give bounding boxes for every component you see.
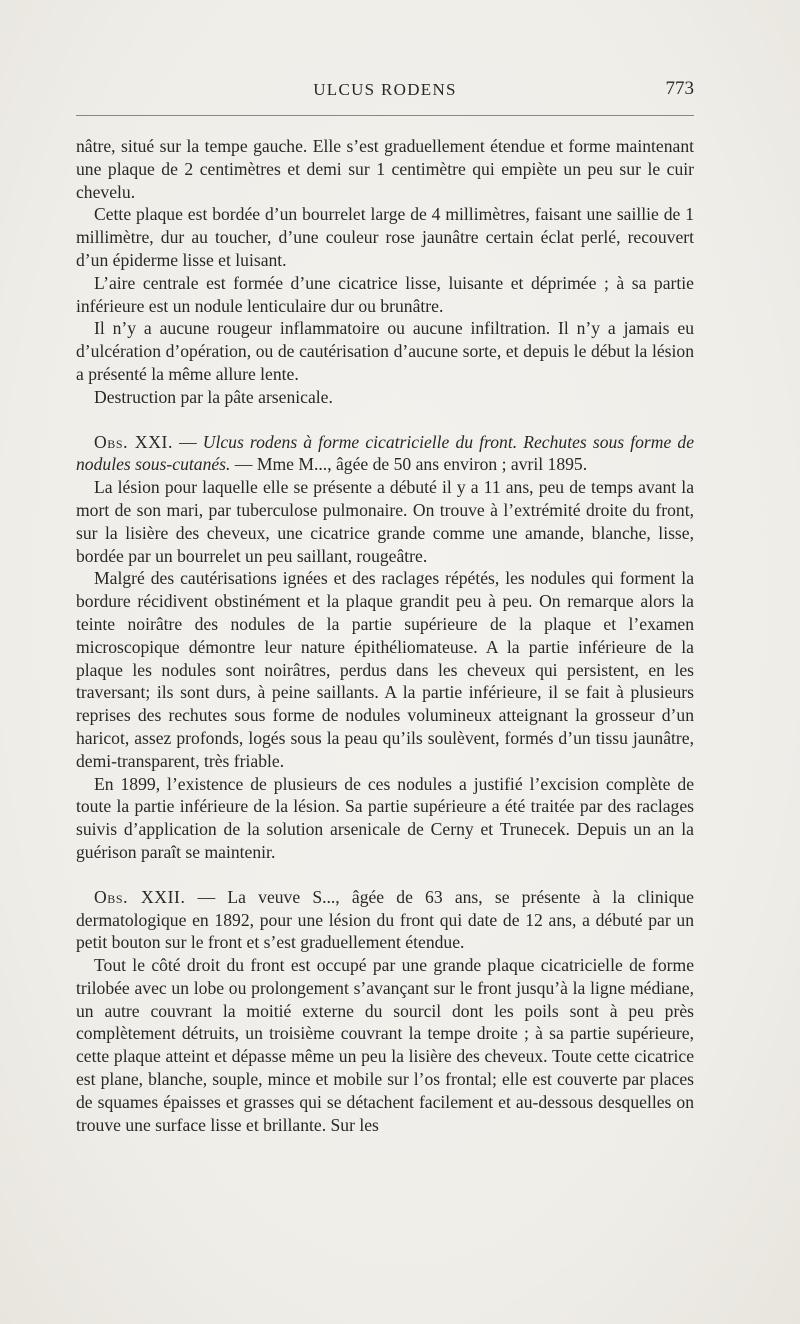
observation-dash: — (172, 431, 203, 452)
observation-title: Ulcus rodens à forme cicatricielle du front. Rechutes sous forme de nodules sous-cutanés. (76, 431, 695, 475)
paragraph: Cette plaque est bordée d’un bourrelet large de 4 millimètres, faisant une saillie de 1 millimètre, dur au toucher, d’une couleur rose jaunâtre certain éclat perlé, recouvert d’un épiderme lisse et luisant. (76, 204, 694, 270)
page-number: 773 (665, 78, 694, 99)
observation-details: — La veuve S..., âgée de 63 ans, se présente à la clinique dermatologique en 1892, pour une lésion du front qui date de 12 ans, a débuté par un petit bouton sur le front et s’est graduellement étendue. (76, 886, 694, 953)
paragraph: La lésion pour laquelle elle se présente a débuté il y a 11 ans, peu de temps avant la mort de son mari, par tuberculose pulmonaire. On trouve à l’extrémité droite du front, sur la lisière des cheveux, une cicatrice grande comme une amande, blanche, lisse, bordée par un bourrelet un peu saillant, rougeâtre. (76, 477, 694, 566)
paragraph: Tout le côté droit du front est occupé par une grande plaque cicatricielle de forme trilobée avec un lobe ou prolongement s’avançant sur le front jusqu’à la ligne médiane, un autre couvrant la moitié externe du sourcil dont les poils sont à peu près complètement détruits, un troisième couvrant la tempe droite ; à sa partie supérieure, cette plaque atteint et dépasse même un peu la lisière des cheveux. Toute cette cicatrice est plane, blanche, souple, mince et mobile sur l’os frontal; elle est couverte par places de squames épaisses et grasses qui se détachent facilement et au-dessous desquelles on trouve une surface lisse et brillante. Sur les (76, 955, 694, 1135)
paragraph: L’aire centrale est formée d’une cicatrice lisse, luisante et déprimée ; à sa partie inférieure est un nodule lenticulaire dur ou brunâtre. (76, 272, 694, 316)
paragraph: nâtre, situé sur la tempe gauche. Elle s’est graduellement étendue et forme maintenant une plaque de 2 centimètres et demi sur 1 centimètre qui empiète un peu sur le cuir chevelu. (76, 136, 694, 202)
body-text (76, 135, 694, 1136)
paragraph: Destruction par la pâte arsenicale. (94, 386, 333, 407)
paragraph: Il n’y a aucune rougeur inflammatoire ou aucune infiltration. Il n’y a jamais eu d’ulcération d’opération, ou de cautérisation d’aucune sorte, et depuis le début la lésion a présenté la même allure lente. (76, 318, 694, 384)
observation-label: Obs. XXI. (94, 431, 173, 452)
paragraph: En 1899, l’existence de plusieurs de ces nodules a justifié l’excision complète de toute la partie inférieure de la lésion. Sa partie supérieure a été traitée par des raclages suivis d’application de la solution arsenicale de Cerny et Trunecek. Depuis un an la guérison paraît se maintenir. (76, 773, 694, 862)
page-header (76, 80, 694, 106)
observation-22-heading (76, 886, 694, 954)
observation-21-heading (76, 431, 694, 477)
observation-details: — Mme M..., âgée de 50 ans environ ; avril 1895. (230, 454, 588, 475)
observation-label: Obs. XXII. (94, 886, 186, 907)
header-rule (76, 115, 694, 116)
running-title: ULCUS RODENS (313, 80, 457, 99)
paragraph: Malgré des cautérisations ignées et des raclages répétés, les nodules qui forment la bordure récidivent obstinément et la plaque grandit peu à peu. On remarque alors la teinte noirâtre des nodules de la partie supérieure de la plaque et l’examen microscopique démontre leur nature épithéliomateuse. A la partie inférieure de la plaque les nodules sont noirâtres, perdus dans les cheveux qui persistent, en les traversant; ils sont durs, à peine saillants. A la partie inférieure, il se fait à plusieurs reprises des rechutes sous forme de nodules volumineux atteignant la grosseur d’un haricot, assez profonds, logés sous la peau qu’ils soulèvent, formés d’un tissu jaunâtre, demi-transparent, très friable. (76, 568, 694, 771)
